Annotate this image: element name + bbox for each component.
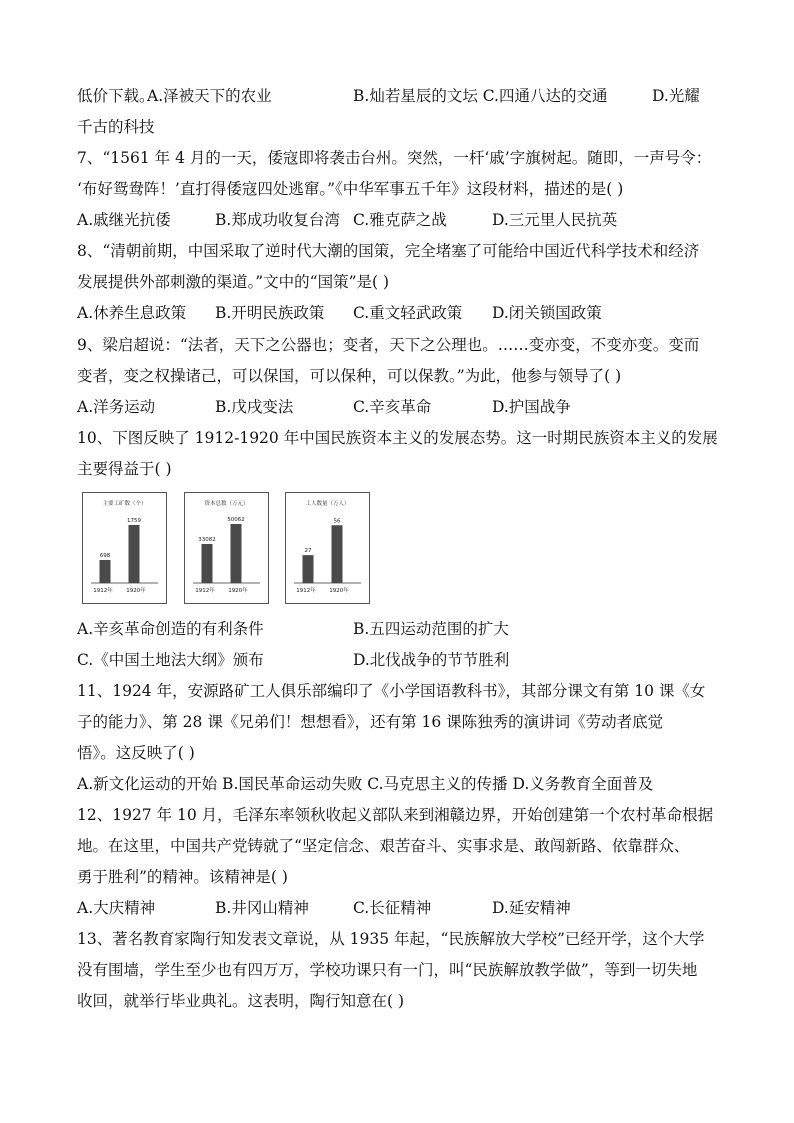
q9-option-d: D.护国战争 [492, 398, 571, 416]
q7-option-c: C.雅克萨之战 [353, 211, 447, 229]
chart-data-label: 1759 [127, 517, 141, 524]
q12-stem-1: 12、1927 年 10 月，毛泽东率领秋收起义部队来到湘赣边界，开始创建第一个农村革命根据 [77, 806, 714, 824]
chart-total-capital-svg [185, 493, 268, 603]
q8-options [77, 302, 727, 324]
q8-option-b: B.开明民族政策 [215, 304, 325, 322]
q6-option-bc: B.灿若星辰的文坛 C.四通八达的交通 [353, 87, 608, 105]
q6-option-a: A.泽被天下的农业 [147, 87, 272, 105]
chart-category-label: 1912年 [93, 588, 113, 594]
q11-stem-1: 11、1924 年，安源路矿工人俱乐部编印了《小学国语教科书》，其部分课文有第 10 课《女 [77, 682, 706, 700]
q7-option-b: B.郑成功收复台湾 [215, 211, 340, 229]
q12-option-b: B.井冈山精神 [215, 899, 309, 917]
chart-bar [202, 544, 213, 583]
q10-options-row-2 [77, 649, 727, 671]
chart-bar [100, 560, 111, 583]
q11-options: A.新文化运动的开始 B.国民革命运动失败 C.马克思主义的传播 D.义务教育全面普及 [77, 775, 654, 793]
q7-option-d: D.三元里人民抗英 [492, 211, 618, 229]
q7-option-a: A.戚继光抗倭 [77, 211, 171, 229]
chart-data-label: 50062 [227, 516, 245, 523]
q9-option-b: B.戊戌变法 [215, 398, 294, 416]
q12-option-d: D.延安精神 [492, 899, 571, 917]
chart-worker-count-svg [286, 493, 369, 603]
q11-stem-3: 悟》。这反映了( ) [77, 744, 195, 762]
q7-stem-2: ‘布好鸳鸯阵！’直打得倭寇四处逃窜。”《中华军事五千年》这段材料，描述的是( ) [77, 180, 624, 198]
chart-data-label: 698 [99, 552, 111, 559]
chart-bar [129, 525, 140, 583]
chart-data-label: 27 [304, 548, 312, 555]
q13-stem-1: 13、著名教育家陶行知发表文章说，从 1935 年起，“民族解放大学校”已经开学，这个大学 [77, 930, 705, 948]
chart-bar [332, 525, 343, 583]
q13-stem-2: 没有围墙，学生至少也有四万万，学校功课只有一门，叫“民族解放教学做”，等到一切失地 [77, 961, 698, 979]
chart-data-label: 33082 [198, 537, 216, 544]
q9-stem-2: 变者，变之权操诸己，可以保国，可以保种，可以保教。”为此，他参与领导了( ) [77, 367, 622, 385]
q12-stem-3: 勇于胜利”的精神。该精神是( ) [77, 868, 288, 886]
chart-worker-count [285, 492, 370, 604]
chart-bar [303, 555, 314, 583]
q8-stem-2: 发展提供外部刺激的渠道。”文中的“国策”是( ) [77, 273, 390, 291]
chart-category-label: 1920年 [329, 588, 349, 594]
q6-prefix: 低价下载。 [77, 87, 155, 105]
q9-options [77, 396, 727, 418]
q8-option-a: A.休养生息政策 [77, 304, 187, 322]
q11-stem-2: 子的能力》、第 28 课《兄弟们！想想看》，还有第 16 课陈独秀的演讲词《劳动者底觉 [77, 713, 664, 731]
q10-options-row-1 [77, 618, 727, 640]
q9-option-a: A.洋务运动 [77, 398, 156, 416]
q10-option-b: B.五四运动范围的扩大 [353, 620, 509, 638]
q9-stem-1: 9、梁启超说：“法者，天下之公器也；变者，天下之公理也。……变亦变，不变亦变。变而 [77, 336, 700, 354]
chart-data-label: 56 [333, 518, 341, 525]
q7-options [77, 209, 727, 231]
q12-stem-2: 地。在这里，中国共产党铸就了“坚定信念、艰苦奋斗、实事求是、敢闯新路、依靠群众、 [77, 837, 690, 855]
q10-figure [82, 492, 382, 604]
chart-category-label: 1912年 [296, 588, 316, 594]
q10-stem-2: 主要得益于( ) [77, 460, 172, 478]
chart-industrial-mines [82, 492, 167, 604]
chart-title: 主要工矿数（个） [102, 501, 147, 507]
chart-category-label: 1920年 [228, 588, 248, 594]
q8-option-d: D.闭关锁国政策 [492, 304, 602, 322]
chart-bar [231, 524, 242, 583]
q10-stem-1: 10、下图反映了 1912-1920 年中国民族资本主义的发展态势。这一时期民族资本主义的发展 [77, 429, 718, 447]
q8-stem-1: 8、“清朝前期，中国采取了逆时代大潮的国策，完全堵塞了可能给中国近代科学技术和经济 [77, 242, 700, 260]
chart-category-label: 1912年 [195, 588, 215, 594]
chart-industrial-mines-svg [83, 493, 166, 603]
q12-option-c: C.长征精神 [353, 899, 432, 917]
q6-option-d: D.光耀 [652, 87, 700, 105]
q10-option-c: C.《中国土地法大纲》颁布 [77, 651, 264, 669]
chart-category-label: 1920年 [126, 588, 146, 594]
chart-title: 资本总数（万元） [204, 501, 249, 507]
q8-option-c: C.重文轻武政策 [353, 304, 463, 322]
q12-option-a: A.大庆精神 [77, 899, 156, 917]
q12-options [77, 897, 727, 919]
chart-total-capital [184, 492, 269, 604]
q7-stem-1: 7、“1561 年 4 月的一天，倭寇即将袭击台州。突然，一杆‘戚’字旗树起。随即，一声号令： [77, 149, 712, 167]
q6-option-wrap: 千古的科技 [77, 118, 155, 136]
chart-title: 工人数量（万人） [305, 501, 350, 507]
q13-stem-3: 收回，就举行毕业典礼。这表明，陶行知意在( ) [77, 992, 405, 1010]
q10-option-d: D.北伐战争的节节胜利 [353, 651, 510, 669]
q6-options-line [77, 85, 727, 107]
q10-option-a: A.辛亥革命创造的有利条件 [77, 620, 264, 638]
q9-option-c: C.辛亥革命 [353, 398, 432, 416]
